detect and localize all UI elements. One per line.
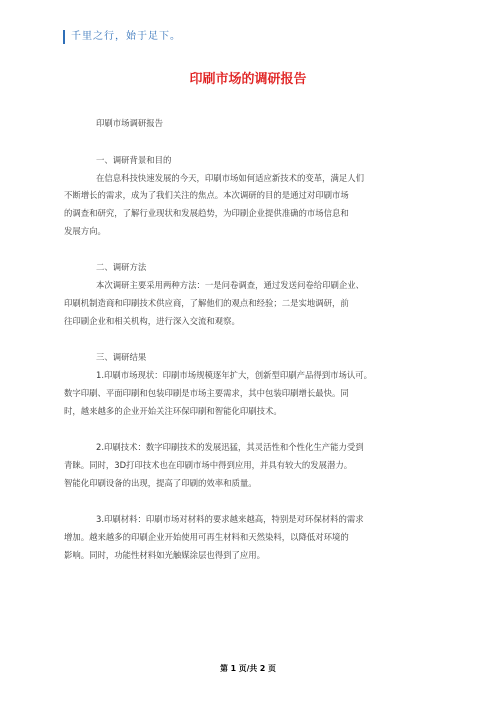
header-motto: 千里之行，始于足下。: [71, 31, 181, 42]
body-line: 印刷机制造商和印刷技术供应商，了解他们的观点和经验；二是实地调研，前: [64, 298, 349, 308]
page-number: 第 1 页/共 2 页: [220, 664, 276, 673]
body-line: 影响。同时，功能性材料如光触媒涂层也得到了应用。: [64, 550, 265, 560]
section-heading: 二、调研方法: [96, 262, 147, 272]
body-line: 往印刷企业和相关机构，进行深入交流和观察。: [64, 316, 240, 326]
body-line: 青睐。同时，3D打印技术也在印刷市场中得到应用，并具有较大的发展潜力。: [64, 460, 353, 470]
body-line: 本次调研主要采用两种方法：一是问卷调查，通过发送问卷给印刷企业、: [96, 280, 364, 290]
document-title: 印刷市场的调研报告: [189, 72, 307, 87]
body-line: 不断增长的需求，成为了我们关注的焦点。本次调研的目的是通过对印刷市场: [64, 190, 349, 200]
body-line: 数字印刷、平面印刷和包装印刷是市场主要需求，其中包装印刷增长最快。同: [64, 388, 349, 398]
body-line: 的调查和研究，了解行业现状和发展趋势，为印刷企业提供准确的市场信息和: [64, 208, 349, 218]
body-line: 在信息科技快速发展的今天，印刷市场如何适应新技术的变革，满足人们: [96, 173, 364, 183]
body-line: 智能化印刷设备的出现，提高了印刷的效率和质量。: [64, 478, 257, 488]
body-line: 时，越来越多的企业开始关注环保印刷和智能化印刷技术。: [64, 406, 282, 416]
body-line: 2.印刷技术：数字印刷技术的发展迅猛，其灵活性和个性化生产能力受到: [96, 442, 364, 452]
body-line: 发展方向。: [64, 226, 106, 236]
body-line: 3.印刷材料：印刷市场对材料的要求越来越高，特别是对环保材料的需求: [96, 514, 364, 524]
section-heading: 一、调研背景和目的: [96, 155, 172, 165]
document-subtitle: 印刷市场调研报告: [96, 118, 163, 128]
body-line: 增加。越来越多的印刷企业开始使用可再生材料和天然染料，以降低对环境的: [64, 532, 349, 542]
header-accent-bar: [63, 30, 65, 44]
section-heading: 三、调研结果: [96, 352, 147, 362]
body-line: 1.印刷市场现状：印刷市场规模逐年扩大，创新型印刷产品得到市场认可。: [96, 370, 372, 380]
